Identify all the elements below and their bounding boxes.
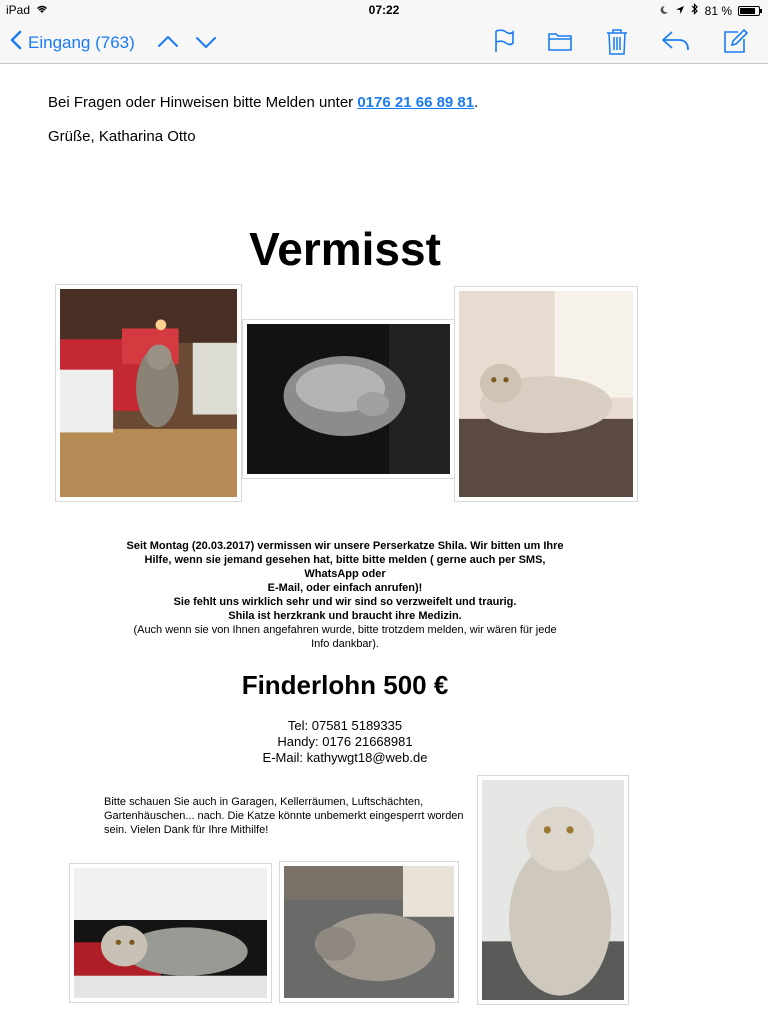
move-folder-button[interactable]	[547, 28, 573, 54]
greeting: Grüße, Katharina Otto	[48, 128, 196, 145]
back-label: Eingang (763)	[28, 32, 135, 52]
story-line: E-Mail, oder einfach anrufen)!	[267, 582, 423, 594]
compose-icon	[722, 28, 748, 54]
reply-icon	[661, 28, 691, 54]
contact-block	[0, 718, 690, 766]
chevron-left-icon	[10, 30, 22, 55]
chevron-down-icon	[194, 30, 218, 54]
flyer-title: Vermisst	[249, 223, 441, 275]
moon-icon	[659, 4, 669, 18]
folder-icon	[547, 28, 573, 54]
device-label: iPad	[6, 3, 31, 17]
compose-button[interactable]	[722, 28, 748, 54]
story-line: (Auch wenn sie von Ihnen angefahren wurde, bitte trotzdem melden, wir wären für jede	[133, 624, 557, 636]
cat-photo-1	[55, 284, 242, 502]
cat-photo-4	[477, 775, 629, 1005]
story-line: Sie fehlt uns wirklich sehr und wir sind so verzweifelt und traurig.	[173, 596, 517, 608]
status-bar	[0, 0, 768, 20]
cat-photo-5	[69, 863, 272, 1003]
search-request-text: Bitte schauen Sie auch in Garagen, Kellerräumen, Luftschächten, Gartenhäuschen... nach. Die Katze könnte unbemerkt eingesperrt worden sein. Vielen Dank für Ihre Mithilfe!	[104, 796, 464, 836]
cat-photo-6	[279, 861, 459, 1003]
battery-icon	[738, 6, 760, 16]
back-button[interactable]	[10, 30, 135, 55]
story-text	[100, 539, 590, 651]
story-line: Seit Montag (20.03.2017) vermissen wir unsere Perserkatze Shila. Wir bitten um Ihre	[126, 540, 564, 552]
message-body	[0, 64, 768, 1024]
intro-end: .	[474, 94, 479, 111]
flag-button[interactable]	[492, 28, 516, 54]
location-icon	[675, 4, 685, 18]
battery-percent: 81 %	[704, 3, 732, 18]
intro-text: Bei Fragen oder Hinweisen bitte Melden unter	[48, 94, 358, 111]
flag-icon	[492, 28, 516, 54]
message-navigation	[156, 30, 218, 59]
delete-button[interactable]	[605, 28, 629, 56]
story-line: Info dankbar).	[311, 638, 379, 650]
chevron-up-icon	[156, 30, 180, 54]
intro-line	[48, 94, 478, 111]
story-line: WhatsApp oder	[304, 568, 386, 580]
status-right	[659, 3, 760, 18]
cat-photo-3	[454, 286, 638, 502]
contact-handy: Handy: 0176 21668981	[277, 734, 413, 749]
reply-button[interactable]	[661, 28, 691, 54]
mail-toolbar	[0, 20, 768, 64]
battery-fill	[740, 8, 755, 14]
phone-link[interactable]: 0176 21 66 89 81	[357, 94, 475, 111]
clock: 07:22	[368, 3, 400, 17]
contact-email: E-Mail: kathywgt18@web.de	[262, 750, 428, 765]
next-message-button[interactable]	[194, 30, 218, 59]
story-line: Shila ist herzkrank und braucht ihre Medizin.	[228, 610, 462, 622]
reward-heading: Finderlohn 500 €	[241, 670, 449, 700]
story-line: Hilfe, wenn sie jemand gesehen hat, bitte bitte melden ( gerne auch per SMS,	[144, 554, 546, 566]
contact-tel: Tel: 07581 5189335	[287, 718, 403, 733]
trash-icon	[605, 28, 629, 56]
bluetooth-icon	[691, 3, 699, 18]
previous-message-button[interactable]	[156, 30, 180, 59]
cat-photo-2	[242, 319, 455, 479]
